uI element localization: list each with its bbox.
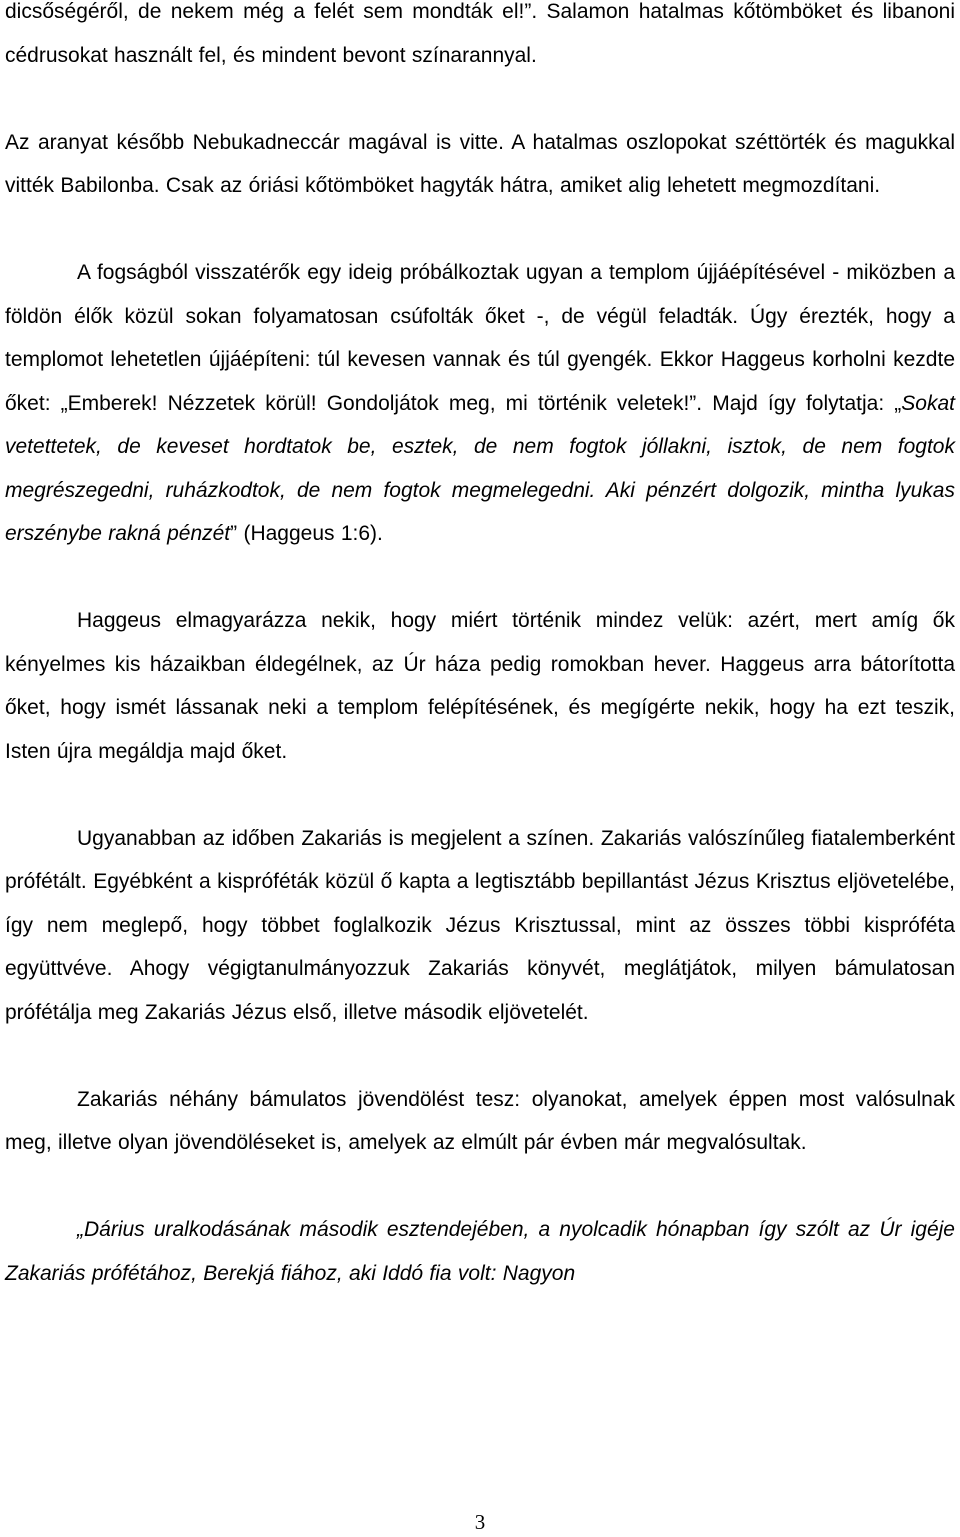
paragraph-gap [5, 208, 955, 252]
paragraph-3 [5, 251, 955, 556]
paragraph-4: Haggeus elmagyarázza nekik, hogy miért történik mindez velük: azért, mert amíg ők kényelmes kis házaikban éldegélnek, az Úr háza pedig romokban hever. Haggeus arra bátorította őket, hogy ismét lássanak neki a templom felépítésének, és megígérte nekik, hogy ha ezt teszik, Isten újra megáldja majd őket. [5, 609, 955, 763]
scripture-quote-zechariah: Dárius uralkodásának második esztendejében, a nyolcadik hónapban így szólt az Úr igéje Zakariás prófétához, Berekjá fiához, aki Iddó fia volt: Nagyon [5, 1218, 955, 1285]
paragraph-gap [5, 1165, 955, 1209]
paragraph-gap [5, 556, 955, 600]
paragraph-6: Zakariás néhány bámulatos jövendölést tesz: olyanokat, amelyek éppen most valósulnak meg, illetve olyan jövendöléseket is, amelyek az elmúlt pár évben már megvalósultak. [5, 1087, 955, 1154]
paragraph-1: dicsőségéről, de nekem még a felét sem mondták el!”. Salamon hatalmas kőtömböket és libanoni cédrusokat használt fel, és mindent bevont színarannyal. [5, 0, 955, 67]
paragraph-gap [5, 1034, 955, 1078]
paragraph-gap [5, 77, 955, 121]
paragraph-2: Az aranyat később Nebukadneccár magával is vitte. A hatalmas oszlopokat széttörték és magukkal vitték Babilonba. Csak az óriási kőtömböket hagyták hátra, amiket alig lehetett megmozdítani. [5, 130, 955, 197]
paragraph-gap [5, 773, 955, 817]
paragraph-7 [5, 1208, 955, 1295]
document-page [5, 0, 955, 1295]
scripture-quote-haggai: Sokat vetettetek, de keveset hordtatok be, esztek, de nem fogtok jóllakni, isztok, de nem fogtok megrészegedni, ruházkodtok, de nem fogtok megmelegedni. Aki pénzért dolgozik, mintha lyukas erszénybe rakná pénzét [5, 391, 955, 545]
scripture-reference: ” (Haggeus 1:6). [230, 522, 383, 545]
page-number: 3 [474, 1510, 486, 1534]
quote-open-mark: „ [77, 1218, 84, 1241]
paragraph-5: Ugyanabban az időben Zakariás is megjelent a színen. Zakariás valószínűleg fiatalemberként prófétált. Egyébként a kispróféták közül ő kapta a legtisztább bepillantást Jézus Krisztus eljövetelébe, így nem meglepő, hogy többet foglalkozik Jézus Krisztussal, mint az összes többi kispróféta együttvéve. Ahogy végigtanulmányozzuk Zakariás könyvét, meglátjátok, milyen bámulatosan prófétálja meg Zakariás Jézus első, illetve második eljövetelét. [5, 826, 955, 1024]
paragraph-3-text: A fogságból visszatérők egy ideig próbálkoztak ugyan a templom újjáépítésével - miközben a földön élők közül sokan folyamatosan csúfolták őket -, de végül feladták. Úgy érezték, hogy a templomot lehetetlen újjáépíteni: túl kevesen vannak és túl gyengék. Ekkor Haggeus korholni kezdte őket: „Emberek! Nézzetek körül! Gondoljátok meg, mi történik veletek!”. Majd így folytatja: „ [5, 261, 955, 415]
